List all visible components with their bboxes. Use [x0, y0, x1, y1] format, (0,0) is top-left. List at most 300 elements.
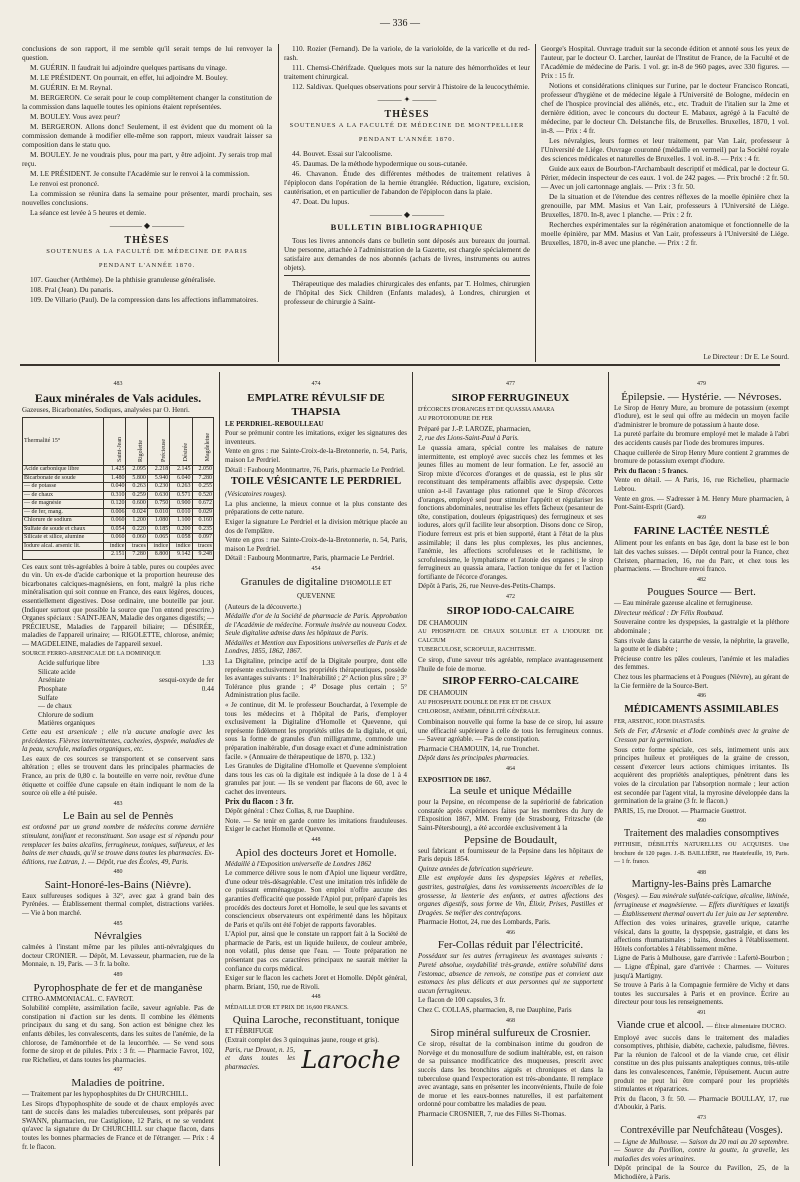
ad-text: Ce sirop, d'une saveur très agréable, remplace avantageusement l'huile de foie de morue.	[418, 656, 603, 673]
ad-text: Dépôt à Paris, 26, rue Neuve-des-Petits-Champs.	[418, 582, 556, 591]
ads-column-c	[418, 378, 603, 1168]
paragraph: M. LE PRÉSIDENT. On pourrait, en effet, lui adjoindre M. Bouley.	[30, 73, 228, 82]
ad-subtitle: AU PROTOIODURE DE FER	[418, 416, 493, 423]
theses-year: PENDANT L'ANNÉE 1870.	[98, 262, 196, 269]
ad-text: Vente en gros. — S'adresser à M. Henry Mure pharmacien, à Pont-Saint-Esprit (Gard).	[614, 494, 789, 512]
ad-title: Pepsine de Boudault,	[463, 833, 558, 846]
list-item-label: — de chaux	[38, 702, 72, 711]
ad-heading: EXPOSITION DE 1867.	[418, 775, 491, 784]
column-2	[284, 44, 530, 362]
laroche-signature: Laroche	[301, 1045, 401, 1074]
divider	[284, 275, 530, 276]
table-cell: 0.235	[192, 525, 213, 534]
ad-subtitle: FER, ARSENIC, IODE DIASTASÉS.	[614, 718, 706, 725]
ad-text: Chez C. COLLAS, pharmacien, 8, rue Dauphine, Paris	[418, 1006, 572, 1015]
ad-text: Elle est employée dans les dyspepsies légères et rebelles, gastrites, gastralgies, dans les vomissements incoercibles de la grossesse, la lienterie des enfants, et autres affections des organes digestifs, sous forme de Vin, Élixir, Prises, Pastilles et Dragées. Se méfier des contrefaçons.	[418, 874, 603, 917]
ad-number: 485	[113, 920, 123, 927]
ad-subtitle: Gazeuses, Bicarbonatées, Sodiques, analysées par O. Henri.	[22, 405, 190, 414]
paragraph: M. GUÉRIN. Il faudrait lui adjoindre quelques partisans du vinage.	[30, 63, 227, 72]
gerant-line: Le Directeur : Dr E. Le Sourd.	[703, 353, 789, 361]
list-item-value: sesqui-oxyde de fer	[159, 676, 214, 685]
table-cell: 0.029	[192, 508, 213, 517]
ad-text: Le quassia amara, spécial contre les malaises de nature intermittente, est employé avec succès chez les femmes et les jeunes filles au moment de leur formation. Le fer, associé au Sirop mixte d'écorces d'oranges et de quassia, est le plus sûr reconstituant des tempéraments affaiblis avec dyspepsie. Cette union a-t-il l'avantage plus rationnel que le Sirop d'écorces d'oranges, employé seul pour stimuler l'appétit et régulariser les fonctions abdominales, neutralise les effets fâcheux (pesanteur de tête, constipation, douleurs épigastriques) des ferrugineux et ses iodures, alors qu'il facilite leur absorption. Disons donc ce Sirop, l'iodure ferreux est pris et bien supporté, étant à l'état de la plus assimilable; il dans les plus complexes, les plus anciennes, l'anémie, les affections scrofuleuses et le rachitisme, le scrofuleusisme, le lymphatisme et l'atonie des organes ; le sirop ferrugineux au quassia amara, l'action tonique du fer et l'action fortifiante de l'écorce d'oranges.	[418, 443, 603, 581]
table-cell: 9.142	[170, 551, 192, 560]
table-row	[23, 500, 214, 509]
table-cell: 0.220	[126, 525, 147, 534]
table-cell	[23, 551, 104, 560]
ad-text: Dépôt dans les principales pharmacies.	[418, 754, 530, 763]
table-cell: 0.750	[147, 500, 169, 509]
thesis-item: 47. Doat. Du lupus.	[292, 197, 350, 206]
ad-subtitle: CHLOROSE, ANÉMIE, DÉBILITÉ GÉNÉRALE.	[418, 709, 541, 716]
ad-title: SIROP IODO-CALCAIRE	[446, 604, 575, 617]
list-item-value: 1.33	[201, 659, 214, 668]
table-cell: 2.151	[104, 551, 126, 560]
ad-subtitle: CITRO-AMMONIACAL. C. FAVROT.	[22, 994, 134, 1003]
table-row	[23, 483, 214, 492]
paragraph: M. BERGERON. Ce serait pour le coup complètement changer la constitution de la commission dans laquelle toutes les opinions étaient représentées.	[22, 93, 272, 111]
ad-subtitle: D'ÉCORCES D'ORANGES ET DE QUASSIA AMARA	[418, 406, 555, 413]
ad-text: Le commerce délivre sous le nom d'Apiol une liqueur verdâtre, d'une odeur très-désagréable. C'est une imitation très infidèle de ce puissant emménagogue. Son emploi n'offre aucune des garanties d'efficacité que possède l'Apiol pur, préparé d'après les procédés des docteurs Joret et Homolle, le seul que les savants et consciencieux observateurs ont expérimenté dans les hôpitaux de Paris et qu'ils ont été l'objet de rapports favorables.	[225, 869, 407, 929]
ad-number: 464	[506, 765, 515, 772]
ad-text: Chaque cuillerée de Sirop Henry Mure contient 2 grammes de bromure de potassium exempt d'iodure.	[614, 448, 789, 466]
ad-title: Épilepsie. — Hystérie. — Névroses.	[621, 390, 782, 403]
table-cell: 0.255	[192, 483, 213, 492]
table-cell: — de fer, mang.	[23, 508, 104, 517]
ad-text: Les Granules de Digitaline d'Homolle et Quevenne s'emploient dans tous les cas où la digitale est indiquée à la dose de 1 à 4 granules par jour. — Ils se vendent par flacons de 60, avec le cachet des inventeurs.	[225, 762, 407, 796]
ad-text: Vente en gros : rue Sainte-Croix-de-la-Bretonnerie, n. 54, Paris, maison Le Perdriel.	[225, 447, 407, 464]
table-header: Magdeleine	[192, 418, 213, 466]
ad-title: MÉDICAMENTS ASSIMILABLES	[624, 703, 779, 715]
column-1	[22, 44, 272, 362]
ad-subtitle: — Eau minérale gazeuse alcaline et ferrugineuse.	[614, 599, 753, 608]
ad-text: Combinaison nouvelle qui forme la base de ce sirop, lui assure une efficacité supérieure à celle de tous les ferrugineux connus. — Saveur agréable. — Pas de constipation.	[418, 718, 603, 744]
dominique-analysis	[22, 659, 214, 728]
ad-text: Médaille d'or de la Société de pharmacie de Paris. Approbation de l'Académie de médecine. Formule insérée au nouveau Codex. Seule digitaline admise dans les hôpitaux de Paris.	[225, 612, 407, 638]
ad-title: Le Bain au sel de Pennès	[62, 810, 174, 823]
ad-number: 448	[311, 836, 321, 843]
table-cell: 9.248	[192, 551, 213, 560]
ad-title: SIROP FERRO-CALCAIRE	[442, 675, 579, 688]
list-item-label: Phosphate	[38, 685, 67, 693]
ad-subtitle: (Auteurs de la découverte.)	[225, 602, 302, 611]
table-cell: 0.160	[192, 517, 213, 526]
bulletin-item: Thérapeutique des maladies chirurgicales des enfants, par T. Holmes, chirurgien de l'hôpital des Sick Children (Enfants malades), à Londres, chirurgien et professeur de chirurgie à Saint-	[284, 279, 530, 306]
ad-title: Apiol des docteurs Joret et Homolle.	[235, 846, 397, 859]
ad-title: Viande crue et alcool. — Élixir alimentaire DUCRO.	[616, 1019, 787, 1031]
ad-text: Les eaux de ces sources se transportent et se conservent sans altération ; elles se trouvent dans les principales pharmacies de France, au prix de 0,80 c. la bouteille en verre noir, revêtue d'une étiquette et coiffée d'une capsule en étain indiquant le nom de la source où elle a été puisée.	[22, 754, 214, 798]
ad-title: TOILE VÉSICANTE LE PERDRIEL	[230, 476, 402, 488]
table-cell: 0.200	[170, 525, 192, 534]
ad-subtitle: LE PERDRIEL-REBOULLEAU	[225, 419, 324, 428]
ad-price: Prix du flacon : 5 francs.	[614, 466, 688, 475]
ad-text: Détail : Faubourg Montmartre, Paris, pharmacie Le Perdriel.	[225, 554, 395, 563]
ad-text: Prix du flacon, 3 fr. 50. — Pharmacie BOULLAY, 17, rue d'Aboukir, à Paris.	[614, 1094, 789, 1112]
table-cell: 8.800	[147, 551, 169, 560]
table-cell: Acide carbonique libre	[23, 466, 104, 475]
ad-text: La plus ancienne, la mieux connue et la plus constante des préparations de cette nature.	[225, 499, 407, 517]
table-cell: 1.100	[170, 517, 192, 526]
table-cell: 0.263	[126, 483, 147, 492]
table-cell: 2.050	[192, 466, 213, 475]
list-item	[22, 685, 214, 694]
list-item-label: Matières organiques	[38, 719, 95, 728]
table-row	[23, 491, 214, 500]
ad-text: Ce sirop, résultat de la combinaison intime du goudron de Norvège et du monosulfure de sodium inaltérable, est, en raison de sa puissance modificatrice des muqueuses, prescrit avec succès dans les bronchites aiguës et chroniques et dans la tuberculose quand l'expectoration est très-abondante. Il remplace avec avantage, sans en présenter les inconvénients, l'huile de foie de morue et les eaux-bonnes naturelles, il est parfaitement ordonné pour combattre les maladies de peau.	[418, 1040, 603, 1109]
table-cell: 0.571	[170, 491, 192, 500]
bulletin-item: De la situation et de l'étendue des centres réflexes de la moelle épinière chez la grenouille, par MM. Masius et Van Lair, professeurs à l'Université de Liége. Bruxelles, 1870. In-8, avec 1 planche. — Prix : 2 fr.	[541, 192, 789, 219]
list-item-label: Sulfate	[38, 693, 58, 702]
bulletin-title: BULLETIN BIBLIOGRAPHIQUE	[330, 222, 484, 232]
list-item-label: Arséniate	[38, 676, 65, 685]
table-cell: 7.280	[192, 474, 213, 483]
table-cell: Iodure alcal. arsenic lit.	[23, 542, 104, 551]
ad-title: Pyrophosphate de fer et de manganèse	[33, 981, 203, 994]
ad-text: « Je continue, dit M. le professeur Bouchardat, à l'exemple de tous les médecins et à l'hôpital de Paris, d'employer exclusivement la Digitaline d'Homolle et Quevenne, qui représente fidèlement les propriétés utiles de la digitale, et qui, sous la forme de granules d'un milligramme, commode une préparation inaltérable, d'un dosage exact et d'une administration facile. » (Annuaire de thérapeutique de 1870, p. 132.)	[225, 701, 407, 761]
thesis-item: 112. Saldivax. Quelques observations pour servir à l'histoire de la leucocythémie.	[292, 82, 530, 91]
ad-text: calmées à l'instant même par les pilules anti-névralgiques du docteur CRONIER. — Dépôt, M. Levasseur, pharmacien, rue de la Monnaie, n. 19, Paris. — 3 fr. la boîte.	[22, 943, 214, 969]
thesis-item: 108. Pral (Jean). Du panaris.	[30, 285, 114, 294]
ad-text: Pharmacie CROSNIER, 7, rue des Filles St-Thomas.	[418, 1109, 566, 1118]
column-rule	[412, 372, 413, 1166]
ad-footer	[225, 1046, 407, 1073]
column-rule	[535, 44, 536, 362]
table-cell: Chlorure de sodium	[23, 517, 104, 526]
list-item-label: Acide sulfurique libre	[38, 659, 100, 668]
ad-text: est ordonné par un grand nombre de médecins comme dernière stimulant, tonifiant et reconstituant. Son usage est si répandu pour remplacer les bains alcalins, ferrugineux, toniques, sulfureux, et les bains de mer chauds, qu'il se trouve dans toutes les pharmacies. Ex-éditions, rue Latran, 1. — Dépôt, rue des Écoles, 49, Paris.	[22, 823, 214, 866]
paragraph: Le renvoi est prononcé.	[30, 179, 99, 188]
table-cell: Silicate et silice, alumine	[23, 534, 104, 543]
ad-number: 477	[506, 381, 515, 387]
table-cell: 0.600	[126, 500, 147, 509]
table-cell: indice	[170, 542, 192, 551]
ad-text: Vente en gros : rue Sainte-Croix-de-la-Bretonnerie, n. 54, Paris, maison Le Perdriel.	[225, 536, 407, 553]
bulletin-item: George's Hospital. Ouvrage traduit sur la seconde édition et annoté sous les yeux de l'auteur, par le docteur O. Larcher, lauréat de l'Institut de France, de la Faculté et de l'Académie de médecine de Paris. 1 vol. gr. in-8 de 960 pages, avec 330 figures. — Prix : 15 fr.	[541, 44, 789, 80]
ad-text: Affection des voies urinaires, gravelle urique, catarrhe vésical, dans la goutte, la dyspepsie, gastralgie, et dans les affections rhumatismales ; bains, douches à l'établissement. Hôtels confortables à l'établissement même.	[614, 919, 789, 953]
table-row	[23, 534, 214, 543]
divider-ornament: ———— ◆ ————	[109, 221, 185, 230]
ads-column-d	[614, 378, 789, 1181]
ad-text: Le flacon de 100 capsules, 3 fr.	[418, 996, 506, 1005]
column-3	[541, 44, 789, 382]
table-cell: 5.940	[147, 474, 169, 483]
ad-price: Prix du flacon : 3 fr.	[225, 796, 294, 806]
ad-subtitle: AU PHOSPHATE DE CHAUX SOLUBLE ET A L'IODURE DE CALCIUM	[418, 629, 603, 644]
ad-text: seul fabricant et fournisseur de la Pepsine dans les hôpitaux de Paris depuis 1854.	[418, 846, 603, 864]
table-cell: 0.120	[104, 500, 126, 509]
table-cell: traces	[192, 542, 213, 551]
ad-text: Souveraine contre les dyspepsies, la gastralgie et la pléthore abdominale ;	[614, 618, 789, 636]
ad-text: (Vosges). — Eau minérale sulfatée-calcique, alcaline, lithinée, ferrugineuse et magnésienne. — Effets diurétiques et laxatifs — Établissement thermal ouvert du 1er juin au 1er septembre.	[614, 892, 789, 918]
ad-number: 486	[697, 693, 706, 700]
ad-number: 448	[311, 994, 321, 1001]
ad-number: 483	[113, 800, 123, 807]
ad-number: 479	[697, 381, 706, 387]
ad-title: Quina Laroche, reconstituant, tonique	[232, 1013, 400, 1026]
page-number: — 336 —	[380, 18, 420, 29]
list-item	[22, 711, 214, 720]
thesis-item: 44. Bouvet. Essai sur l'alcoolisme.	[292, 149, 393, 158]
ad-text: Cette eau est arsenicale ; elle n'a aucune analogie avec les précédentes. Fièvres intermittentes, cachexies, dyspnée, maladies de la peau, scrofule, maladies organiques, etc.	[22, 727, 214, 754]
table-cell: 0.097	[192, 534, 213, 543]
ad-number: 472	[506, 594, 515, 601]
table-header: Rigolette	[126, 418, 147, 466]
list-item	[22, 668, 214, 677]
ad-number: 468	[506, 1017, 515, 1024]
ad-subtitle: Sels de Fer, d'Arsenic et d'Iode combinés avec la graine de Cresson par la germination.	[614, 727, 789, 744]
table-cell: 7.280	[126, 551, 147, 560]
table-cell: 0.263	[170, 483, 192, 492]
ad-title: Névralgies	[94, 930, 142, 943]
ad-text: Sans rivale dans la catarrhe de vessie, la néphrite, la gravelle, la goutte et le diabète ;	[614, 636, 789, 654]
thesis-item: 107. Gaucher (Arthème). De la phthisie granuleuse généralisée.	[30, 275, 216, 284]
table-header: Thermalité 15°	[23, 418, 104, 466]
ad-text: Le Sirop de Henry Mure, au bromure de potassium (exempt d'iodure), est le seul qui offre au médecin un moyen facile d'administrer le bromure de potassium à haute dose.	[614, 403, 789, 429]
table-cell: 0.010	[170, 508, 192, 517]
paragraph: M. BOULEY. Vous avez peur?	[30, 112, 120, 121]
thesis-item: 45. Daumas. De la méthode hypodermique ou sous-cutanée.	[292, 159, 468, 168]
table-cell: — de potasse	[23, 483, 104, 492]
table-header: Précieuse	[147, 418, 169, 466]
ad-title: Eaux minérales de Vals acidules.	[34, 390, 202, 405]
ad-number: 473	[697, 1114, 706, 1121]
theses-subtitle: SOUTENUES A LA FACULTÉ DE MÉDECINE DE PARIS	[46, 248, 248, 255]
column-rule	[608, 372, 609, 1166]
ad-title: Fer-Collas réduit par l'électricité.	[437, 939, 584, 952]
ad-title: Saint-Honoré-les-Bains (Nièvre).	[44, 878, 192, 891]
table-header: Saint-Jean	[104, 418, 126, 466]
table-cell: 2.145	[170, 466, 192, 475]
ad-number: 454	[311, 565, 321, 572]
ad-text: Dépôt principal de la Source du Pavillon, 25, de la Michodière, à Paris.	[614, 1164, 789, 1181]
bulletin-intro: Tous les livres annoncés dans ce bulletin sont déposés aux bureaux du journal. Une personne, attachée à l'administration de la Gazette, est chargée spécialement de satisfaire aux demandes de nos abonnés (achats de livres, instruments ou autres objets).	[284, 236, 530, 272]
table-cell: 0.040	[104, 483, 126, 492]
ad-title: Martigny-les-Bains près Lamarche	[631, 879, 772, 891]
ad-title: EMPLATRE RÉVULSIF DE THAPSIA	[247, 391, 385, 418]
ad-text: PARIS, 15, rue Drouot. — Pharmacie Guettrot.	[614, 806, 747, 815]
table-cell: 0.900	[170, 500, 192, 509]
analysis-table	[22, 417, 214, 560]
paragraph: M. GUÉRIN. Et M. Reynal.	[30, 83, 113, 92]
ad-title: FARINE LACTÉE NESTLÉ	[633, 525, 770, 538]
ads-column-a	[22, 378, 214, 1168]
theses-title: THÈSES	[124, 235, 170, 246]
ad-heading: SOURCE FERRO-ARSENICALE DE LA DOMINIQUE	[22, 650, 161, 657]
table-row	[23, 517, 214, 526]
ad-text: (Extrait complet des 3 quinquinas jaune, rouge et gris).	[225, 1036, 379, 1045]
bulletin-item: Guide aux eaux de Bourbon-l'Archambault descriptif et médical, par le docteur G. Périer, médecin inspecteur de ces eaux. 1 vol. de 242 pages. — Prix broché : 2 fr. 50. — Avec un joli cartonnage anglais. — Prix : 3 fr. 50.	[541, 164, 789, 191]
ad-text: Ligne de Paris à Mulhouse, gare d'arrivée : Lafertè-Bourbon ; — Ligne d'Épinal, gare d'arrivée : Charmes. — Voitures jusqu'à Martigny.	[614, 954, 789, 980]
ad-text: Médailles et Mention aux Expositions universelles de Paris et de Londres, 1855, 1862, 1867.	[225, 638, 407, 656]
ad-title: Contrexéville par Neufchâteau (Vosges).	[620, 1124, 783, 1136]
table-row	[23, 542, 214, 551]
ad-text: Ces eaux sont très-agréables à boire à table, pures ou coupées avec du vin. Un ex-de d'acide carbonique et la proportion heureuse des bicarbonates calciques-magnésiens, en font, malgré la plus riche minéralisation qui soit connue en France, des eaux légères, douces, essentiellement digestives. Dose ordinaire, une bouteille par jour. (Indiquer surtout que possible la source que l'on entend prescrire.) Organes spéciaux : SAINT-JEAN, Maladie des organes digestifs; — PRÉCIEUSE, Maladies de l'appareil biliaire; — DÉSIRÉE, maladies de l'appareil urinaire; — RIGOLETTE, chlorose, anémie; — MAGDELEINE, maladies de l'appareil sexuel.	[22, 562, 214, 649]
table-cell: 0.259	[126, 491, 147, 500]
ad-text: Exiger sur le flacon les cachets Joret et Homolle. Dépôt général, pharm. Briant, 150, rue de Rivoli.	[225, 974, 407, 991]
table-cell: 0.630	[147, 491, 169, 500]
paragraph: M. BERGERON. Allons donc! Seulement, il est évident que du moment où la commission demande à modifier elle-même son rapport, mieux vaudrait laisser sa composition dans le statu quo.	[22, 122, 272, 149]
paragraph: M. BOULEY. Je ne voudrais plus, pour ma part, y être adjoint. J'y serais trop mal reçu.	[22, 150, 272, 168]
bulletin-item: Les névralgies, leurs formes et leur traitement, par Van Lair, professeur à l'Université de Liége. Ouvrage couronné (médaille en vermeil) par la Société royale des sciences médicales et naturelles de Bruxelles. 1 vol. in-8. — Prix : 4 fr.	[541, 136, 789, 163]
ad-subtitle: DE CHAMOUIN	[418, 618, 468, 627]
table-cell: 0.520	[192, 491, 213, 500]
column-rule	[278, 44, 279, 362]
bulletin-item: Recherches expérimentales sur la régénération anatomique et fonctionnelle de la moelle épinière, par MM. Masius et Van Lair, professeurs à l'Université de Liége. Bruxelles, 1870, in-8 avec une planche. — Prix : 2 fr.	[541, 220, 789, 247]
ad-number: 469	[697, 514, 706, 521]
theses-year: PENDANT L'ANNÉE 1870.	[358, 136, 456, 143]
ad-text: Préparé par J.-P. LAROZE, pharmacien,	[418, 424, 531, 433]
table-row	[23, 474, 214, 483]
ad-text: Pour se prémunir contre les imitations, exiger les signatures des inventeurs.	[225, 429, 407, 446]
table-row	[23, 508, 214, 517]
table-row	[23, 525, 214, 534]
ad-text: Les Sirops d'hypophosphite de soude et de chaux employés avec tant de succès dans les maladies tuberculeuses, sont préparés par SWANN, pharmacien, rue Castiglione, 12 Paris, et ne se vendent qu'avec la signature du Dr CHURCHILL sur chaque flacon, dans toutes les bonnes pharmacies de France et de l'étranger. — Prix : 4 fr. le flacon.	[22, 1099, 214, 1151]
ad-subtitle: PHTHISIE, DÉBILITÉS NATURELLES OU ACQUISES. Une brochure de 120 pages. J.-B. BAILLIÈRE, rue Hautefeuille, 19, Paris. — 1 fr. franco.	[614, 841, 789, 866]
ad-subtitle: Médaillé à l'Exposition universelle de Londres 1862	[225, 859, 372, 868]
ad-text: Note. — Se tenir en garde contre les imitations frauduleuses. Exiger le cachet Homolle et Quevenne.	[225, 816, 407, 834]
ad-number: 483	[113, 381, 123, 387]
table-cell: — de chaux	[23, 491, 104, 500]
list-item-value: 0.44	[201, 685, 214, 693]
ad-address: Paris, rue Drouot, n. 15, et dans toutes les pharmacies.	[225, 1045, 295, 1071]
list-item	[22, 702, 214, 711]
table-cell: 2.218	[147, 466, 169, 475]
ad-text: Chez tous les pharmaciens et à Pougues (Nièvre), au gérant de la Cie fermière de la Source-Bert.	[614, 673, 789, 690]
table-cell: 1.425	[104, 466, 126, 475]
ad-text: Aliment pour les enfants en bas âge, dont la base est le bon lait des vaches suisses. — Dépôt central pour la France, chez Christen, pharmacien, 16, rue du Parc, et chez tous les pharmaciens. — Brochure envoi franco.	[614, 539, 789, 574]
ad-title: SIROP FERRUGINEUX	[451, 391, 570, 404]
table-cell: 0.060	[126, 534, 147, 543]
ad-text: Détail : Faubourg Montmartre, 76, Paris, pharmacie Le Perdriel.	[225, 465, 405, 474]
table-cell: 0.672	[192, 500, 213, 509]
table-row	[23, 466, 214, 475]
ad-number: 491	[697, 1010, 706, 1017]
list-item	[22, 676, 214, 685]
ad-text: Sous cette forme spéciale, ces sels, intimement unis aux principes huileux et protéiques de la graine de cresson, cessent d'exercer leurs actions chimiques irritantes. Ils acquièrent des propriétés analeptiques, pénètrent dans les voies de la circulation par l'absorption normale ; leur action est secondée par l'agent vital, la myrosine développée dans la germination de la graine (3 fr. le flacon.)	[614, 745, 789, 806]
ad-subtitle: DE CHAMOUIN	[418, 689, 468, 698]
table-cell: — de magnésie	[23, 500, 104, 509]
ad-text: Eaux sulfureuses sodiques à 32°, avec gaz à grand bain des Pyrénées. — Établissement thermal complet, distractions variées. — Vie à bon marché.	[22, 891, 214, 918]
table-cell: 0.058	[170, 534, 192, 543]
ad-title: Pougues Source — Bert.	[647, 586, 756, 599]
list-item	[22, 719, 214, 728]
ad-number: 497	[113, 1067, 123, 1074]
ad-subtitle: ET FÉBRIFUGE	[225, 1026, 274, 1035]
divider-ornament: ——— ✦ ———	[377, 95, 437, 104]
ad-subtitle: AU PHOSPHATE DOUBLE DE FER ET DE CHAUX	[418, 699, 552, 706]
paragraph: La commission se réunira dans la semaine pour présenter, mardi prochain, ses nouvelles conclusions.	[22, 189, 272, 207]
ad-number: 482	[697, 576, 706, 583]
ad-text: Précieuse contre les pâles couleurs, l'anémie et les maladies des femmes.	[614, 654, 789, 672]
ad-subtitle: (Vésicatoires rouges).	[225, 490, 287, 499]
ads-column-b	[225, 378, 407, 1168]
thesis-item: 111. Chemsi-Chérifzade. Quelques mots sur la nature des hémorrhoïdes et leur traitement chirurgical.	[284, 63, 530, 81]
theses-title: THÈSES	[384, 109, 430, 120]
ad-subtitle: — Traitement par les hypophosphites du Dr CHURCHILL.	[22, 1089, 189, 1098]
list-item-label: Chlorure de sodium	[38, 710, 94, 719]
table-cell: 0.024	[126, 508, 147, 517]
table-cell: 0.060	[104, 534, 126, 543]
ad-text: La pureté parfaite du bromure employé met le malade à l'abri des accidents causés par l'iode des bromures impures.	[614, 430, 789, 447]
ad-title: Granules de digitaline D'HOMOLLE ET QUEVENNE	[240, 575, 392, 600]
ad-title: La seule et unique Médaille	[449, 785, 572, 798]
table-row	[23, 551, 214, 560]
thesis-item: 109. De Villario (Paul). De la compression dans les affections inflammatoires.	[30, 295, 259, 304]
paragraph: conclusions de son rapport, il me semble qu'il serait temps de lui renvoyer la question.	[22, 44, 272, 62]
ad-number: 466	[506, 929, 515, 936]
table-cell: Sulfate de soude et chaux	[23, 525, 104, 534]
ad-text: Exiger la signature Le Perdriel et la division métrique placée au dos de l'emplâtre.	[225, 517, 407, 535]
ad-text: Pharmacie CHAMOUIN, 14, rue Tronchet.	[418, 744, 540, 753]
ad-text: Vente en détail. — A Paris, 16, rue Richelieu, pharmacie Lebrou.	[614, 476, 789, 493]
ad-text: — Ligne de Mulhouse. — Saison du 20 mai au 20 septembre. — Source du Pavillon, contre la goutte, la gravelle, les maladies des voies urinaires.	[614, 1137, 789, 1163]
ad-subtitle: Directeur médical : Dr Félix Roubaud.	[614, 608, 724, 617]
ad-text: Employé avec succès dans le traitement des maladies consomptives, phthisie, diabète, cachexie, paludisme, fièvres. Par la réunion de l'alcool et de la viande crue, cet élixir constitue un des plus puissants analeptiques connus, très-utile dans les convalescences, l'anémie, l'épuisement. Aucun autre produit ne peut lui être comparé pour les propriétés stimulantes et réparatrices.	[614, 1033, 789, 1094]
thesis-item: 110. Rozier (Fernand). De la variole, de la varioloïde, de la varicelle et du red-rash.	[284, 44, 530, 62]
ad-number: 474	[311, 381, 321, 387]
list-item	[22, 659, 214, 668]
ad-title: Sirop minéral sulfureux de Crosnier.	[430, 1027, 591, 1040]
theses-subtitle: SOUTENUES A LA FACULTÉ DE MÉDECINE DE MONTPELLIER	[289, 122, 525, 129]
table-cell: 0.065	[147, 534, 169, 543]
table-cell: 0.060	[104, 517, 126, 526]
list-item	[22, 694, 214, 703]
table-cell: Bicarbonate de soude	[23, 474, 104, 483]
table-cell: 1.080	[147, 517, 169, 526]
ad-text: 2, rue des Lions-Saint-Paul à Paris.	[418, 434, 519, 443]
ad-number: 480	[113, 869, 123, 876]
divider-ornament: ———— ◆ ————	[369, 210, 445, 219]
ad-title: Maladies de poitrine.	[71, 1076, 165, 1089]
table-cell: 0.054	[104, 525, 126, 534]
thesis-item: 46. Chavanon. Étude des différentes méthodes de traitement relatives à l'épiplocon dans l'opération de la hernie étranglée. Réduction, ligature, excision, cautérisation, et en particulier de l'abandon de l'épiplocon dans la plaie.	[284, 169, 530, 196]
ad-text: Se trouve à Paris à la Compagnie fermière de Vichy et dans toutes les succursales à Paris et en province. Écrire au directeur pour tous les renseignements.	[614, 981, 789, 1007]
ad-text: Quinze années de fabrication supérieure.	[418, 864, 534, 873]
table-cell: 6.040	[170, 474, 192, 483]
table-cell: 2.095	[126, 466, 147, 475]
ad-title: Traitement des maladies consomptives	[624, 827, 779, 839]
table-header: Désirée	[170, 418, 192, 466]
list-item-label: Silicate acide	[38, 667, 76, 676]
table-cell: indice	[147, 542, 169, 551]
ad-number: 488	[697, 869, 706, 876]
ad-number: 490	[697, 818, 706, 825]
ad-text: La Digitaline, principe actif de la Digitale pourpre, dont elle représente exclusivement les propriétés thérapeutiques, possède les avantages suivants : 1° Inaltérabilité ; 2° Action plus sûre ; 3° Tolérance plus grande ; 4° Dosage plus certain ; 5° Administration plus facile.	[225, 657, 407, 700]
table-cell: 5.800	[126, 474, 147, 483]
ad-text: Dépôt général : Chez Collas, 8, rue Dauphine.	[225, 807, 355, 816]
table-cell: 0.185	[147, 525, 169, 534]
ad-text: pour la Pepsine, en récompense de la supériorité de fabrication constatée après expériences faites par les membres du Jury de l'Exposition 1867, MM. Fremy (de Strasbourg, Fritzsche (de Saint-Pétersbourg), a été accordée exclusivement à la	[418, 798, 603, 832]
ad-number: 489	[113, 972, 123, 979]
ad-text: Possédant sur les autres ferrugineux les avantages suivants : Pureté absolue, oxydabilité très-grande, entière solubilité dans l'estomac, absence de renvois, ne constipe pas et convient aux estomacs les plus délicats et aux personnes qui ne supportent aucun ferrugineux.	[418, 952, 603, 995]
ad-text: Pharmacie Hottot, 24, rue des Lombards, Paris.	[418, 918, 551, 927]
ad-heading: MÉDAILLE D'OR ET PRIX DE 16,600 FRANCS.	[225, 1005, 349, 1012]
table-cell: 1.480	[104, 474, 126, 483]
table-cell: indice	[104, 542, 126, 551]
paragraph: La séance est levée à 5 heures et demie.	[30, 208, 147, 217]
table-cell: 0.010	[147, 508, 169, 517]
table-cell: 0.006	[104, 508, 126, 517]
bulletin-item: Notions et considérations cliniques sur l'urine, par le docteur Francisco Roncati, professeur d'hygiène et de médecine légale à l'Université de Bologne, médecin en chef de l'hospice provincial des aliénés, etc., etc. Traduit de l'italien sur la 2me et dernière édition, avec le concours du docteur E. Mabaux, agrégé à la Faculté de médecine, par le docteur Ch. Delstanche fils, de Bruxelles. Bruxelles, 1870, 1 vol. in-8. — Prix : 4 fr.	[541, 81, 789, 135]
table-cell: 0.310	[104, 491, 126, 500]
table-cell: 1.200	[126, 517, 147, 526]
column-rule	[219, 372, 220, 1166]
table-cell: 0.230	[147, 483, 169, 492]
ad-text: L'Apiol pur, ainsi que le constate un rapport fait à la Société de pharmacie de Paris, est un liquide huileux, de couleur ambrée, non volatil, plus dense que l'eau. — Toute préparation ne présentant pas ces caractères principaux ne saurait mériter la confiance du corps médical.	[225, 930, 407, 973]
paragraph: M. LE PRÉSIDENT. Je consulte l'Académie sur le renvoi à la commission.	[30, 169, 250, 178]
ad-subtitle: TUBERCULOSE, SCROFULE, RACHITISME.	[418, 647, 536, 654]
table-cell: traces	[126, 542, 147, 551]
